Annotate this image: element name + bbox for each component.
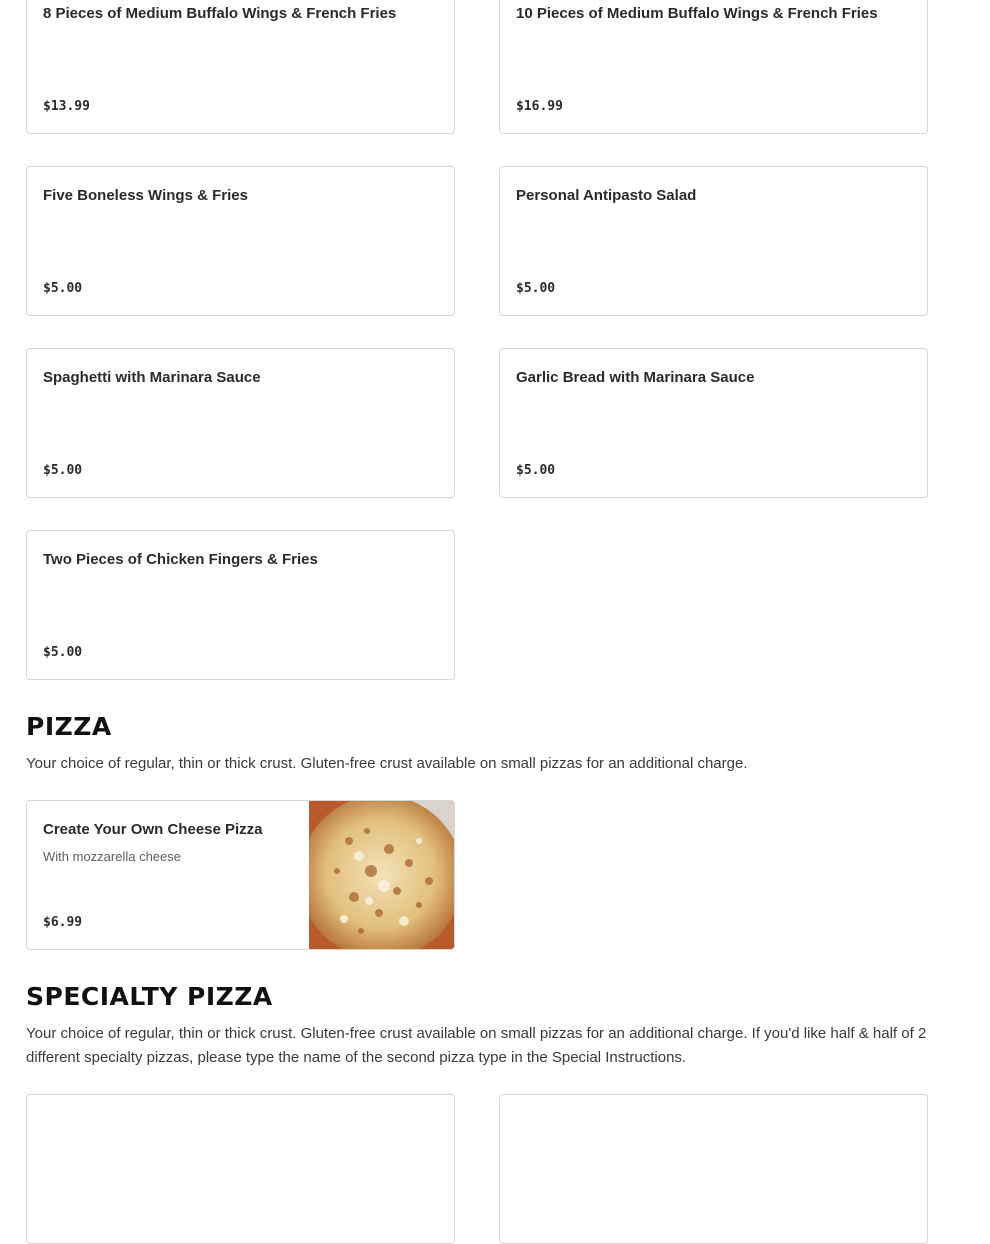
menu-item-card[interactable] <box>26 166 455 316</box>
menu-item-card[interactable] <box>26 348 455 498</box>
menu-item-card[interactable] <box>499 166 928 316</box>
menu-item-price: $5.00 <box>43 645 83 660</box>
menu-item-price: $13.99 <box>43 99 90 114</box>
menu-item-name: Personal Antipasto Salad <box>516 187 697 204</box>
menu-item-description: With mozzarella cheese <box>43 849 181 864</box>
menu-item-card[interactable] <box>26 0 455 134</box>
menu-item-name: Two Pieces of Chicken Fingers & Fries <box>43 551 318 568</box>
section-title-pizza: PIZZA <box>26 712 112 741</box>
menu-item-card[interactable] <box>499 348 928 498</box>
section-description-specialty-pizza: Your choice of regular, thin or thick crust. Gluten-free crust available on small pizzas for an additional charge. If you'd like half & half of 2 different specialty pizzas, please type the name of the second pizza type in the Special Instructions. <box>26 1025 927 1066</box>
menu-item-price: $5.00 <box>516 463 556 478</box>
menu-item-card[interactable] <box>26 800 455 950</box>
menu-item-name: Create Your Own Cheese Pizza <box>43 821 263 838</box>
section-description-pizza: Your choice of regular, thin or thick crust. Gluten-free crust available on small pizzas for an additional charge. <box>26 755 748 772</box>
menu-item-name: Spaghetti with Marinara Sauce <box>43 369 261 386</box>
menu-item-name: Five Boneless Wings & Fries <box>43 187 248 204</box>
menu-item-price: $5.00 <box>516 281 556 296</box>
menu-item-card[interactable] <box>26 1094 455 1244</box>
menu-item-name: 10 Pieces of Medium Buffalo Wings & French Fries <box>516 5 878 22</box>
menu-item-card[interactable] <box>499 1094 928 1244</box>
menu-item-name: Garlic Bread with Marinara Sauce <box>516 369 755 386</box>
section-title-specialty-pizza: SPECIALTY PIZZA <box>26 982 273 1011</box>
menu-item-price: $6.99 <box>43 915 83 930</box>
menu-item-price: $5.00 <box>43 463 83 478</box>
menu-item-price: $5.00 <box>43 281 83 296</box>
menu-item-card[interactable] <box>499 0 928 134</box>
menu-item-name: 8 Pieces of Medium Buffalo Wings & French Fries <box>43 5 397 22</box>
menu-item-card[interactable] <box>26 530 455 680</box>
cheese-pizza-photo <box>309 801 454 949</box>
menu-item-price: $16.99 <box>516 99 563 114</box>
